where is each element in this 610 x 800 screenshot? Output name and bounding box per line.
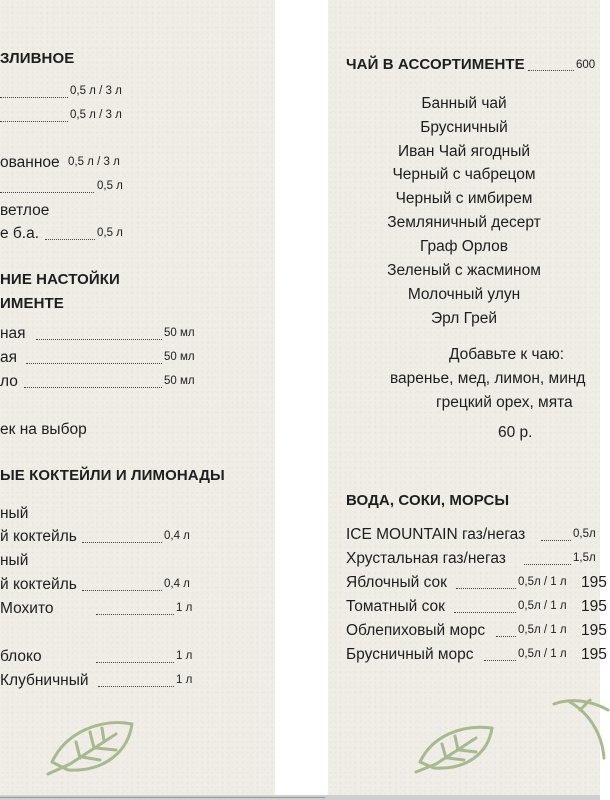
menu-row-name: ный [0,505,29,522]
tea-price: 600 [576,59,596,71]
menu-row-name: Хрустальная газ/негаз [346,550,506,567]
menu-row-name: й коктейль [0,528,77,545]
menu-row-name: ветлое [0,202,50,219]
menu-row-name: ло [0,373,18,390]
tea-item: Зеленый с жасмином [387,262,541,279]
section-heading-tinctures-line2: ИМЕНТЕ [0,295,64,312]
leaf-ornament-icon [46,712,138,780]
menu-row-price: 195 [581,598,607,615]
tea-item: Эрл Грей [430,310,497,327]
menu-row-name: Мохито [0,600,54,617]
left-menu-page [0,0,275,800]
menu-row-name: ная [0,325,26,342]
tea-item: Черный с чабрецом [392,166,536,183]
tea-item: Брусничный [420,119,508,136]
section-heading-tea: ЧАЙ В АССОРТИМЕНТЕ [346,56,525,73]
menu-row-volume: 1 л [176,674,193,686]
tea-addons-line2: грецкий орех, мята [436,394,573,411]
section-heading-cocktails: ЫЕ КОКТЕЙЛИ И ЛИМОНАДЫ [0,467,225,484]
menu-row-name: ICE MOUNTAIN газ/негаз [346,526,526,543]
menu-row-volume: 0,5л [573,528,596,540]
menu-row-price: 195 [581,574,607,591]
tea-item: Граф Орлов [419,238,509,255]
menu-row-name: блоко [0,648,42,665]
tea-item: Иван Чай ягодный [398,143,530,160]
menu-row-name: Яблочный сок [346,574,447,591]
menu-row-volume: 0,5 л [97,180,123,192]
menu-row-volume: 1,5л [573,552,596,564]
menu-row-volume: 0,5 л [97,227,123,239]
page-divider [0,797,325,798]
right-menu-page [328,0,607,800]
tea-item: Молочный улун [407,286,521,303]
menu-row-volume: 0,5 л / 3 л [70,85,122,97]
menu-row-volume: 0,4 л [164,578,190,590]
menu-row-volume: 0,5 л / 3 л [70,109,122,121]
menu-row-volume: 1 л [176,650,193,662]
menu-row-volume: 0,5л / 1 л [518,600,567,612]
menu-row-name: ек на выбор [0,421,87,438]
section-heading-draft-beer: ЗЛИВНОЕ [0,50,75,67]
menu-row-volume: 0,4 л [164,530,190,542]
menu-row-name: ованное [0,154,60,171]
section-heading-tinctures-line1: НИЕ НАСТОЙКИ [0,271,120,288]
menu-row-name: й коктейль [0,576,77,593]
tea-addons-title: Добавьте к чаю: [449,346,565,363]
tea-item: Банный чай [421,95,507,112]
menu-row-name: е б.а. [0,225,40,242]
menu-row-price: 195 [581,646,607,663]
tea-item: Земляничный десерт [387,214,541,231]
menu-row-volume: 50 мл [164,375,195,387]
menu-row-price: 195 [581,622,607,639]
menu-row-volume: 0,5л / 1 л [518,576,567,588]
menu-row-name: Брусничный морс [346,646,474,663]
menu-row-name: ая [0,349,18,366]
leaf-ornament-icon [550,690,610,760]
menu-row-name: Клубничный [0,672,89,689]
menu-row-name: Томатный сок [346,598,445,615]
tea-addons-price: 60 р. [498,424,533,441]
section-heading-drinks: ВОДА, СОКИ, МОРСЫ [346,492,510,509]
menu-row-volume: 50 мл [164,327,195,339]
menu-row-volume: 0,5л / 1 л [518,624,567,636]
menu-row-name: Облепиховый морс [346,622,486,639]
menu-row-name: ный [0,552,29,569]
leaf-ornament-icon [414,718,496,778]
tea-addons-line1: варенье, мед, лимон, минд [390,370,586,387]
tea-item: Черный с имбирем [395,190,533,207]
menu-row-volume: 0,5 л / 3 л [68,156,120,168]
menu-row-volume: 1 л [176,602,193,614]
menu-row-volume: 0,5л / 1 л [518,648,567,660]
menu-row-volume: 50 мл [164,351,195,363]
